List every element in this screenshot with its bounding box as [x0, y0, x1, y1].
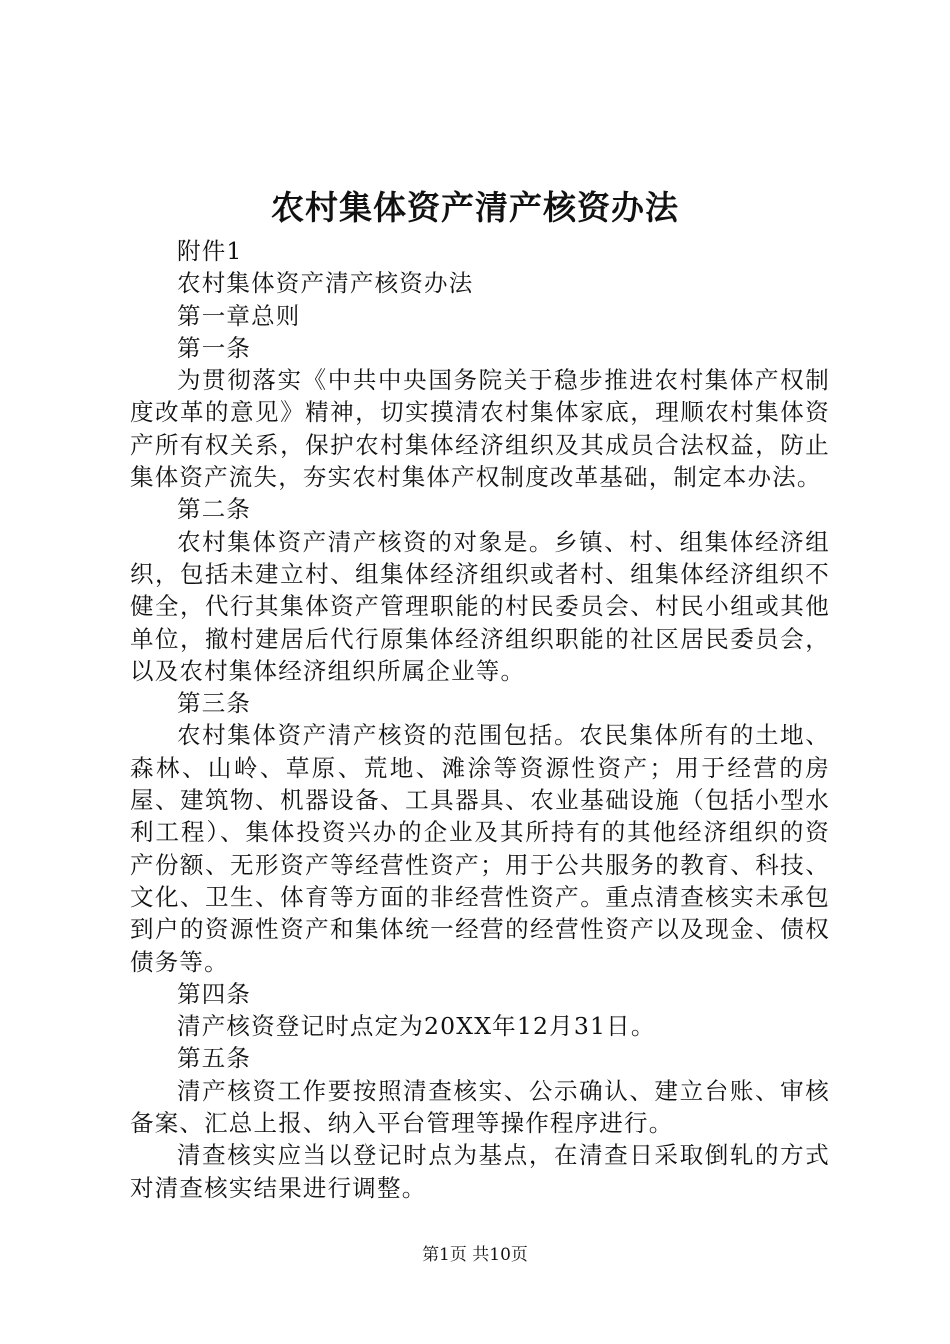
article-body-5: 清产核资工作要按照清查核实、公示确认、建立台账、审核备案、汇总上报、纳入平台管理等操作程序进行。 [130, 1076, 830, 1138]
document-body [130, 235, 830, 1204]
page-number: 第1页 共10页 [422, 1245, 528, 1265]
document-title: 农村集体资产清产核资办法 [271, 188, 679, 227]
article-heading-5: 第五条 [177, 1044, 252, 1073]
chapter-heading: 第一章总则 [177, 301, 301, 330]
article-body-1: 为贯彻落实《中共中央国务院关于稳步推进农村集体产权制度改革的意见》精神，切实摸清农村集体家底，理顺农村集体资产所有权关系，保护农村集体经济组织及其成员合法权益，防止集体资产流失，夯实农村集体产权制度改革基础，制定本办法。 [130, 366, 830, 492]
article-heading-2: 第二条 [177, 495, 252, 524]
article-heading-3: 第三条 [177, 689, 252, 718]
attachment-label: 附件1 [177, 237, 243, 265]
article-heading-1: 第一条 [177, 333, 252, 362]
article-body-4: 清产核资登记时点定为20XX年12月31日。 [177, 1012, 656, 1041]
article-body-3: 农村集体资产清产核资的范围包括。农民集体所有的土地、森林、山岭、草原、荒地、滩涂等资源性资产；用于经营的房屋、建筑物、机器设备、工具器具、农业基础设施（包括小型水利工程）、集体投资兴办的企业及其所持有的其他经济组织的资产份额、无形资产等经营性资产；用于公共服务的教育、科技、文化、卫生、体育等方面的非经营性资产。重点清查核实未承包到户的资源性资产和集体统一经营的经营性资产以及现金、债权债务等。 [130, 721, 830, 976]
article-body-5-continued: 清查核实应当以登记时点为基点，在清查日采取倒轧的方式对清查核实结果进行调整。 [130, 1141, 830, 1202]
article-body-2: 农村集体资产清产核资的对象是。乡镇、村、组集体经济组织，包括未建立村、组集体经济组织或者村、组集体经济组织不健全，代行其集体资产管理职能的村民委员会、村民小组或其他单位，撤村建居后代行原集体经济组织职能的社区居民委员会，以及农村集体经济组织所属企业等。 [130, 527, 830, 685]
subtitle: 农村集体资产清产核资办法 [177, 269, 474, 298]
article-heading-4: 第四条 [177, 979, 252, 1008]
